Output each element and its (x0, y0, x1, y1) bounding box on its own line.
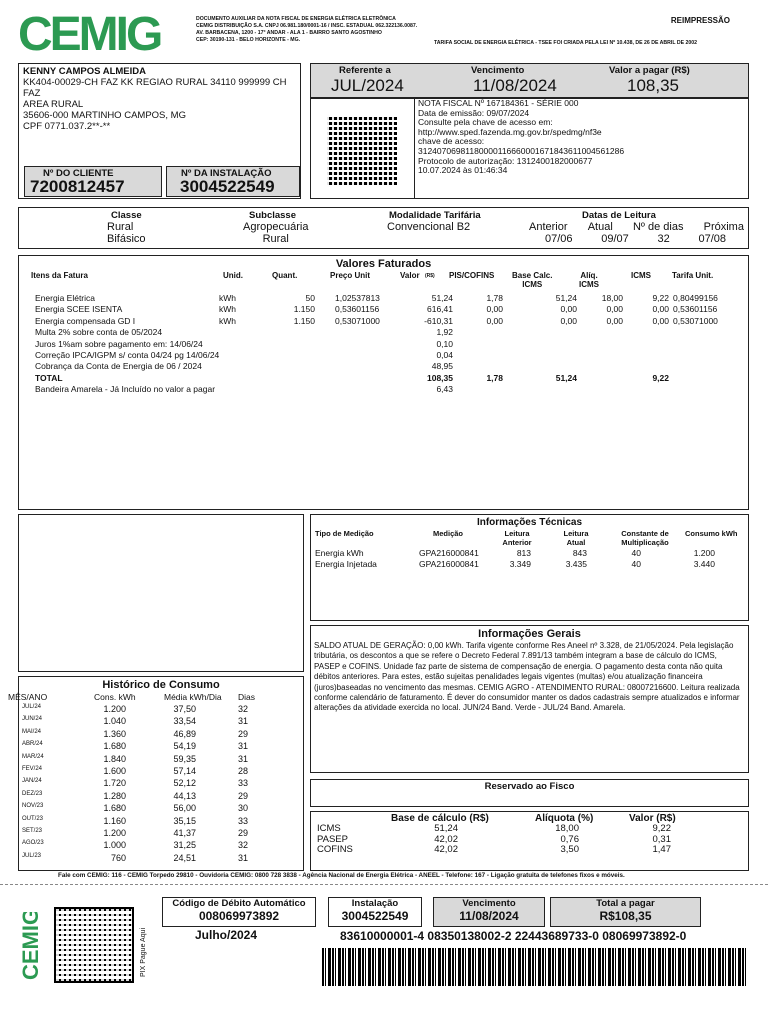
fisco-header: Valor (R$) (629, 813, 676, 824)
fisco-table-box (310, 811, 749, 871)
classe-value: Bifásico (107, 233, 146, 245)
historico-cell: 33 (237, 815, 248, 826)
fat-header: Base Calc. ICMS (512, 271, 553, 289)
tecnicas-cell: 40 (631, 548, 641, 558)
faturados-cell: kWh (219, 315, 236, 326)
historico-cell: 32 (237, 704, 248, 714)
historico-cell: 31 (237, 753, 248, 764)
fisco-cell: 9,22 (652, 823, 671, 834)
faturados-cell: 0,80499156 (673, 293, 718, 303)
historico-cell: OUT/23 (22, 815, 44, 822)
faturados-cell: 0,53071000 (335, 315, 380, 326)
historico-cell: MAR/24 (22, 753, 44, 760)
tecnicas-headers (315, 529, 745, 549)
customer-address-line: KK404-00029-CH FAZ KK REGIAO RURAL 34110 999999 CH (23, 77, 287, 88)
tecnicas-box (310, 514, 749, 621)
faturados-cell: 51,24 (555, 293, 577, 303)
faturados-cell: 1.150 (293, 315, 315, 326)
faturados-cell: 51,24 (555, 372, 577, 383)
historico-cell: AGO/23 (22, 840, 44, 847)
classe-values (107, 221, 146, 245)
nota-line: Data de emissão: 09/07/2024 (418, 107, 530, 118)
historico-row (22, 791, 282, 803)
faturados-cell: 0,00 (606, 304, 623, 315)
historico-cell: 46,89 (173, 728, 196, 739)
historico-cell: 30 (237, 803, 248, 814)
stub-total-value: R$108,35 (599, 909, 652, 923)
historico-cell: 29 (237, 790, 248, 801)
stub-month: Julho/2024 (195, 928, 258, 942)
stub-due-box (433, 897, 545, 927)
historico-cell: NOV/23 (22, 803, 44, 810)
faturados-cell: 48,95 (431, 361, 453, 372)
pay-value: 108,35 (627, 76, 679, 95)
historico-cell: 35,15 (173, 815, 196, 826)
debit-label: Código de Débito Automático (172, 898, 306, 909)
historico-row (22, 778, 282, 790)
fisco-title: Reservado ao Fisco (484, 781, 575, 792)
tec-header: Consumo kWh (685, 529, 738, 538)
hist-header: MÊS/ANO (8, 692, 48, 702)
tecnicas-row (315, 559, 745, 570)
client-number: 7200812457 (30, 177, 125, 196)
faturados-cell: Multa 2% sobre conta de 05/2024 (35, 327, 163, 338)
tecnicas-cell: 843 (572, 548, 587, 558)
fisco-cell: 42,02 (434, 833, 458, 845)
historico-cell: 1.200 (103, 827, 126, 838)
fisco-row (317, 823, 745, 834)
historico-cell: 56,00 (173, 803, 196, 814)
historico-title: Histórico de Consumo (102, 679, 220, 691)
faturados-cell: 0,00 (652, 315, 669, 326)
historico-cell: 1.000 (103, 840, 126, 851)
stub-due-value: 11/08/2024 (459, 909, 519, 923)
faturados-cell: 0,53601156 (335, 304, 380, 315)
tec-header: Tipo de Medição (315, 529, 374, 538)
historico-row (22, 803, 282, 815)
historico-cell: 31 (237, 741, 248, 752)
fat-header: (R$) (425, 273, 435, 279)
faturados-cell: 1,78 (486, 293, 503, 303)
fisco-cell: 1,47 (652, 844, 671, 855)
faturados-cell: 1,02537813 (335, 293, 380, 303)
nota-line: 10.07.2024 às 01:46:34 (418, 165, 508, 176)
pix-qr-code[interactable] (54, 907, 134, 983)
datas-header: Nº de dias (632, 221, 684, 233)
doc-line: CEMIG DISTRIBUIÇÃO S.A. CNPJ 06.981.180/0001-16 / INSC. ESTADUAL 062.322136.0087. (196, 23, 418, 29)
datas-value: 07/08 (698, 233, 726, 245)
historico-row (22, 853, 282, 865)
historico-cell: JUL/24 (22, 704, 42, 710)
faturados-row (35, 361, 735, 372)
faturados-cell: 1,78 (486, 372, 503, 383)
tecnicas-cell: 1.200 (693, 548, 715, 558)
faturados-cell: 51,24 (431, 293, 453, 303)
fisco-cell: 0,76 (560, 833, 579, 845)
tec-header: Leitura Anterior (502, 529, 532, 547)
stub-logo (14, 912, 44, 982)
debit-value: 008069973892 (198, 909, 280, 923)
installation-number-box (166, 166, 300, 197)
customer-cpf: CPF 0771.037.2**-** (23, 121, 111, 132)
stub-install-box (328, 897, 422, 927)
historico-cell: FEV/24 (22, 765, 43, 772)
doc-line: CEP: 30190-131 - BELO HORIZONTE - MG. (196, 37, 301, 43)
tecnicas-cell: GPA216000841 (419, 559, 479, 569)
modalidade-value: Convencional B2 (387, 221, 471, 233)
fat-header: Tarifa Unit. (672, 271, 714, 280)
classe-value: Rural (107, 221, 134, 233)
doc-line: DOCUMENTO AUXILIAR DA NOTA FISCAL DE ENERGIA ELÉTRICA ELETRÔNICA (196, 16, 396, 22)
historico-cell: 32 (237, 840, 248, 851)
tecnicas-cell: 813 (516, 548, 531, 558)
stub-logo-text: CEMIG (18, 912, 43, 980)
historico-cell: 24,51 (173, 852, 196, 863)
historico-cell: 29 (237, 728, 248, 739)
historico-row (22, 766, 282, 778)
historico-cell: 44,13 (173, 790, 196, 801)
tecnicas-rows (315, 548, 745, 570)
fisco-cell: COFINS (317, 844, 353, 855)
payment-barcode[interactable] (322, 948, 748, 986)
faturados-row (35, 339, 735, 350)
faturados-cell: 0,10 (436, 338, 453, 349)
historico-cell: 1.160 (103, 815, 126, 826)
datas-leitura (529, 221, 744, 245)
due-value: 11/08/2024 (473, 76, 557, 95)
hist-header: Média kWh/Dia (164, 692, 222, 702)
faturados-cell: 9,22 (652, 372, 669, 383)
gerais-title: Informações Gerais (478, 628, 581, 640)
chart-area-box (18, 514, 304, 672)
historico-cell: SET/23 (22, 827, 43, 834)
classe-box (18, 207, 749, 249)
historico-cell: 37,50 (173, 704, 196, 714)
faturados-cell: 0,00 (486, 304, 503, 315)
fisco-header: Alíquota (%) (535, 813, 594, 824)
nota-line: chave de acesso: (418, 136, 485, 147)
due-label: Vencimento (471, 65, 525, 76)
faturados-cell: Bandeira Amarela - Já Incluído no valor a pagar (35, 384, 216, 395)
client-number-box (24, 166, 162, 197)
faturados-cell: Cobrança da Conta de Energia de 06 / 2024 (35, 361, 202, 372)
historico-cell: JUL/23 (22, 852, 42, 859)
pix-label: PIX Pague Aqui (140, 927, 147, 977)
faturados-cell: 0,53601156 (673, 304, 718, 315)
pix-label-box (140, 917, 152, 981)
barcode-digits: 83610000001-4 08350138002-2 22443689733-0 08069973892-0 (340, 929, 687, 943)
pay-label: Valor a pagar (R$) (609, 65, 690, 76)
faturados-cell: TOTAL (35, 372, 63, 383)
doc-line: AV. BARBACENA, 1200 - 17° ANDAR - ALA 1 - BAIRRO SANTO AGOSTINHO (196, 30, 382, 36)
nota-info (418, 99, 624, 176)
faturados-cell: 616,41 (427, 304, 453, 315)
subclasse-value: Rural (262, 233, 289, 245)
faturados-cell: Energia compensada GD I (35, 315, 136, 326)
subclasse-values (243, 221, 308, 245)
ref-label: Referente a (339, 65, 391, 76)
nota-line: Consulte pela chave de acesso em: (418, 117, 553, 128)
stub-install-value: 3004522549 (341, 909, 409, 923)
historico-cell: 1.840 (103, 753, 126, 764)
debit-box (162, 897, 316, 927)
historico-row (22, 729, 282, 741)
reprint-label: REIMPRESSÃO (670, 16, 730, 25)
cemig-logo (18, 10, 184, 56)
datas-value: 32 (657, 233, 670, 245)
datas-header: Próxima (703, 221, 744, 233)
fisco-cell: 42,02 (434, 844, 458, 855)
historico-cell: 33,54 (173, 716, 196, 727)
fisco-box (310, 779, 749, 807)
fat-header: Unid. (223, 271, 243, 280)
faturados-cell: 6,43 (436, 384, 453, 395)
fisco-cell: 0,31 (652, 833, 671, 845)
faturados-cell: 0,04 (436, 349, 453, 360)
installation-number: 3004522549 (180, 177, 275, 196)
historico-cell: 1.600 (103, 765, 126, 776)
tecnicas-cell: GPA216000841 (419, 548, 479, 558)
faturados-title: Valores Faturados (335, 258, 432, 270)
historico-cell: 57,14 (173, 765, 196, 776)
gerais-box (310, 625, 749, 773)
historico-cell: 28 (237, 765, 248, 776)
client-number-label: Nº DO CLIENTE (43, 168, 114, 179)
fat-header: ICMS (631, 271, 651, 280)
ref-value: JUL/2024 (331, 76, 404, 95)
fat-header: Valor (400, 271, 420, 280)
fat-header: Quant. (272, 271, 298, 280)
historico-cell: 59,35 (173, 753, 196, 764)
fisco-cell: 51,24 (434, 823, 458, 834)
faturados-cell: 108,35 (427, 372, 453, 383)
subclasse-label: Subclasse (249, 210, 296, 221)
historico-cell: 1.280 (103, 790, 126, 801)
faturados-cell: 18,00 (601, 293, 623, 303)
faturados-row (35, 350, 735, 361)
faturados-cell: kWh (219, 293, 236, 303)
historico-cell: 41,37 (173, 827, 196, 838)
tariff-note: TARIFA SOCIAL DE ENERGIA ELÉTRICA - TSEE FOI CRIADA PELA LEI Nº 10.438, DE 26 DE ABRIL DE 2002 (434, 40, 698, 46)
nota-line: 31240706981180000116660001671843611004561286 (418, 145, 625, 156)
stub-total-label: Total a pagar (596, 898, 655, 909)
stub-total-box (550, 897, 701, 927)
historico-cell: MAI/24 (22, 728, 42, 735)
tecnicas-cell: 3.440 (693, 559, 715, 569)
brand-text: CEMIG (18, 10, 161, 56)
faturados-row (35, 327, 735, 338)
tecnicas-cell: 3.349 (509, 559, 531, 569)
faturados-cell: 0,00 (652, 304, 669, 315)
faturados-cell: 0,00 (606, 315, 623, 326)
faturados-cell: 0,53071000 (673, 315, 718, 326)
historico-cell: 29 (237, 827, 248, 838)
faturados-cell: kWh (219, 304, 236, 315)
gerais-text: SALDO ATUAL DE GERAÇÃO: 0,00 kWh. Tarifa vigente conforme Res Aneel nº 3.328, de 21/05/2024. Pela legislação tributária, os descontos a que se refere o Decreto Federal 7.891/13 também integram a base de cálculo do ICMS, PASEP e COFINS. Unidade faz parte de sistema de compensação de energia. O pagamento desta conta não quita débitos anteriores. Para estes, estão sujeitas penalidades legais vigentes (multas) e/ou atualização financeira (juros)baseadas no vencimento das mesmas. CEMIG AGRO - ATENDIMENTO RURAL: 08007216600. Leitura realizada conforme calendário de faturamento. É dever do consumidor manter os dados cadastrais sempre atualizados e informar alterações da atividade exercida no local. JUN/24 Band. Verde - JUL/24 Band. Amarela. (314, 641, 740, 713)
datas-value: 07/06 (545, 233, 573, 245)
datas-value: 09/07 (601, 233, 629, 245)
faturados-row (35, 316, 735, 327)
historico-cell: 1.680 (103, 803, 126, 814)
faturados-cell: 1.150 (293, 304, 315, 315)
fat-header: PIS/COFINS (449, 271, 495, 280)
customer-name: KENNY CAMPOS ALMEIDA (23, 66, 146, 77)
valores-faturados-box (18, 255, 749, 510)
faturados-cell: 50 (305, 293, 315, 303)
faturados-headers (31, 271, 741, 293)
historico-row (22, 741, 282, 753)
historico-cell: DEZ/23 (22, 790, 43, 797)
faturados-cell: 0,00 (560, 315, 577, 326)
faturados-row (35, 384, 735, 395)
faturados-row (35, 373, 735, 384)
historico-row (22, 828, 282, 840)
faturados-cell: Juros 1%am sobre pagamento em: 14/06/24 (35, 338, 203, 349)
historico-cell: 52,12 (173, 778, 196, 789)
historico-row (22, 840, 282, 852)
summary-box (310, 63, 749, 98)
tecnicas-cell: 40 (631, 559, 641, 569)
fisco-cell: PASEP (317, 833, 348, 845)
modalidade-label: Modalidade Tarifária (389, 210, 481, 221)
fat-header: Preço Unit (330, 271, 371, 280)
historico-cell: ABR/24 (22, 741, 43, 748)
datas-header: Atual (587, 221, 613, 233)
historico-cell: 760 (110, 852, 126, 863)
historico-cell: 1.200 (103, 704, 126, 714)
faturados-row (35, 293, 735, 304)
fisco-cell: ICMS (317, 823, 341, 834)
historico-cell: 54,19 (173, 741, 196, 752)
footer-note: Fale com CEMIG: 116 - CEMIG Torpedo 29810 - Ouvidoria CEMIG: 0800 728 3838 - Agência Nacional de Energia Elétrica - ANEEL - Telefone: 167 - Ligação gratuita de telefones fixos e móveis. (58, 872, 625, 879)
fisco-cell: 18,00 (555, 823, 579, 834)
customer-address-line: AREA RURAL (23, 99, 84, 110)
historico-row (22, 704, 282, 716)
customer-address-line: 35606-000 MARTINHO CAMPOS, MG (23, 110, 186, 121)
historico-rows (22, 704, 282, 865)
classe-label: Classe (111, 210, 142, 221)
fat-header: Alíq. ICMS (579, 271, 599, 289)
fisco-row (317, 834, 745, 845)
nf-qr-code (327, 117, 397, 185)
installation-number-label: Nº DA INSTALAÇÃO (181, 168, 272, 179)
historico-row (22, 816, 282, 828)
fat-header: Itens da Fatura (31, 271, 88, 280)
fisco-cell: 3,50 (560, 844, 579, 855)
historico-cell: 1.040 (103, 716, 126, 727)
historico-cell: 31 (237, 716, 248, 727)
faturados-cell: 0,00 (486, 315, 503, 326)
tecnicas-cell: Energia kWh (315, 548, 364, 558)
fisco-row (317, 844, 745, 855)
datas-header: Anterior (529, 221, 568, 233)
historico-cell: JUN/24 (22, 716, 43, 723)
tec-header: Leitura Atual (563, 529, 589, 547)
historico-cell: 33 (237, 778, 248, 789)
subclasse-value: Agropecuária (243, 221, 309, 233)
tecnicas-cell: 3.435 (565, 559, 587, 569)
faturados-cell: -610,31 (424, 315, 453, 326)
historico-cell: 31 (237, 852, 248, 863)
nota-line: NOTA FISCAL Nº 167184361 - SÉRIE 000 (418, 98, 579, 108)
faturados-cell: 9,22 (652, 293, 669, 303)
faturados-cell: 0,00 (560, 304, 577, 315)
faturados-rows (35, 293, 735, 396)
stub-install-label: Instalação (351, 898, 399, 909)
datas-label: Datas de Leitura (582, 210, 656, 221)
historico-cell: 1.720 (103, 778, 126, 789)
faturados-row (35, 304, 735, 315)
historico-cell: 1.680 (103, 741, 126, 752)
tecnicas-title: Informações Técnicas (476, 517, 583, 528)
tecnicas-cell: Energia Injetada (315, 559, 377, 569)
faturados-cell: Energia SCEE ISENTA (35, 304, 123, 315)
tecnicas-row (315, 548, 745, 559)
hist-header: Cons. kWh (94, 692, 136, 702)
customer-address-line: FAZ (23, 88, 41, 99)
historico-cell: JAN/24 (22, 778, 42, 785)
historico-cell: 31,25 (173, 840, 196, 851)
faturados-cell: Energia Elétrica (35, 293, 96, 303)
fisco-header: Base de cálculo (R$) (391, 813, 489, 824)
faturados-cell: 1,92 (436, 327, 453, 338)
faturados-cell: Correção IPCA/IGPM s/ conta 04/24 pg 14/06/24 (35, 349, 220, 360)
tec-header: Constante de Multiplicação (621, 529, 669, 547)
fisco-rows (317, 823, 745, 855)
nota-line: Protocolo de autorização: 1312400182000677 (418, 155, 593, 166)
nota-link[interactable]: http://www.sped.fazenda.mg.gov.br/spedmg/nf3e (418, 126, 602, 137)
tec-header: Medição (433, 529, 464, 538)
historico-row (22, 716, 282, 728)
historico-cell: 1.360 (103, 728, 126, 739)
historico-row (22, 754, 282, 766)
stub-due-label: Vencimento (462, 898, 516, 909)
hist-header: Dias (238, 692, 256, 702)
